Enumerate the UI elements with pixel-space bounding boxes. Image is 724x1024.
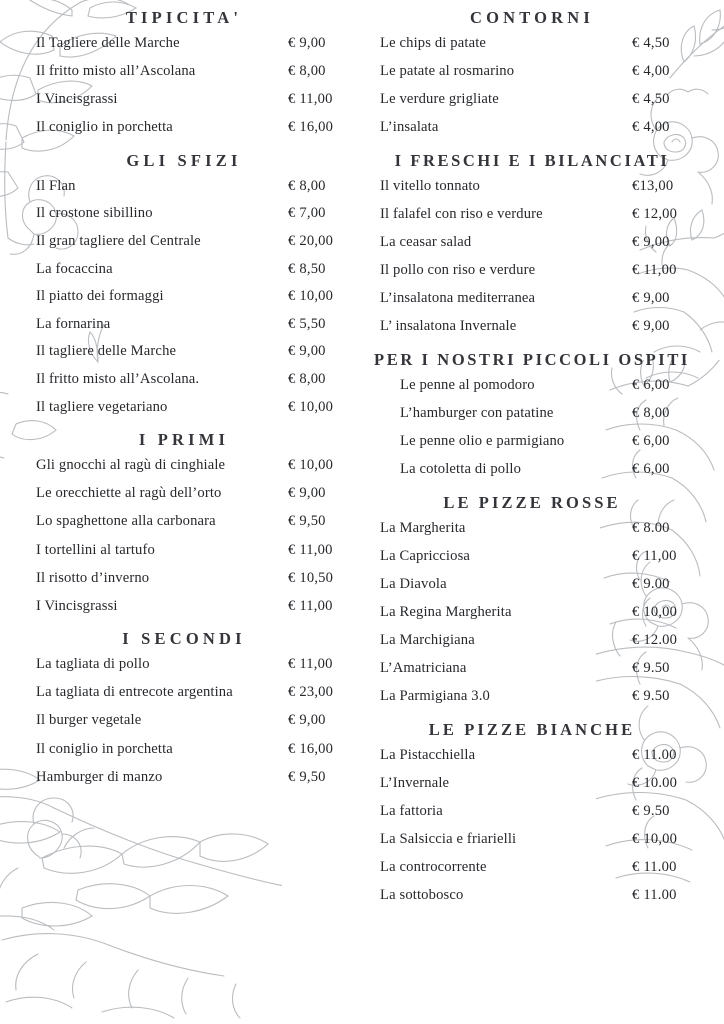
menu-item-name: La fattoria <box>380 803 443 820</box>
menu-item-name: La Diavola <box>380 576 447 592</box>
menu-item-price: € 4,50 <box>632 91 670 108</box>
menu-item-name: Il gran tagliere del Centrale <box>36 233 201 250</box>
menu-item-row[interactable] <box>22 234 346 249</box>
menu-item-name: La tagliata di pollo <box>36 656 150 673</box>
menu-item-price: € 4,50 <box>632 35 670 51</box>
menu-item-row[interactable] <box>22 206 346 221</box>
menu-item-row[interactable] <box>22 317 346 332</box>
menu-item-price: € 10,00 <box>632 831 678 848</box>
menu-item-price: € 8.00 <box>632 519 670 536</box>
menu-item-price: € 4,00 <box>632 63 670 80</box>
section-title-tipicita: TIPICITA' <box>125 8 243 27</box>
menu-item-name: Le penne olio e parmigiano <box>400 433 565 450</box>
menu-item-name: I Vincisgrassi <box>36 597 118 614</box>
menu-list-tipicita <box>22 36 346 135</box>
menu-item-name: Il Tagliere delle Marche <box>36 35 180 51</box>
menu-item-row[interactable] <box>22 400 346 415</box>
menu-item-row[interactable] <box>374 64 690 79</box>
menu-item-name: Il risotto d’inverno <box>36 569 150 586</box>
menu-list-i-freschi <box>374 179 690 334</box>
menu-item-price: € 16,00 <box>288 740 334 757</box>
menu-list-piccoli-ospiti <box>374 378 690 477</box>
menu-item-name: Il pollo con riso e verdure <box>380 262 536 279</box>
menu-item-row[interactable] <box>374 661 690 676</box>
menu-item-row[interactable] <box>374 319 690 334</box>
menu-item-price: € 10,00 <box>632 604 678 621</box>
menu-item-row[interactable] <box>374 605 690 620</box>
menu-item-row[interactable] <box>22 179 346 194</box>
section-title-i-primi: I PRIMI <box>138 430 230 450</box>
menu-list-gli-sfizi <box>22 179 346 414</box>
section-title-contorni: CONTORNI <box>469 8 595 27</box>
menu-item-row[interactable] <box>374 689 690 704</box>
menu-item-price: € 8,00 <box>288 177 326 194</box>
menu-section-i-freschi-e-i-bilanciati <box>374 151 690 334</box>
menu-item-price: € 10,00 <box>288 457 334 474</box>
menu-item-row[interactable] <box>374 434 690 449</box>
menu-item-price: € 11,00 <box>632 262 677 279</box>
menu-item-name: Il tagliere vegetariano <box>36 398 168 415</box>
menu-section-i-secondi <box>22 629 346 784</box>
section-title-i-freschi-e-i-bilanciati: I FRESCHI E I BILANCIATI <box>394 150 670 170</box>
menu-item-name: Il falafel con riso e verdure <box>380 205 543 222</box>
menu-item-row[interactable] <box>374 521 690 536</box>
menu-item-row[interactable] <box>22 64 346 79</box>
menu-item-row[interactable] <box>22 543 346 558</box>
menu-section-le-pizze-bianche <box>374 720 690 903</box>
menu-item-row[interactable] <box>374 888 690 903</box>
menu-item-name: Il Flan <box>36 177 76 194</box>
menu-item-row[interactable] <box>22 742 346 757</box>
menu-item-name: La controcorrente <box>380 859 487 876</box>
menu-item-row[interactable] <box>22 514 346 529</box>
menu-item-name: Il crostone sibillino <box>36 205 153 222</box>
menu-item-row[interactable] <box>22 657 346 672</box>
menu-item-row[interactable] <box>374 207 690 222</box>
menu-item-row[interactable] <box>22 486 346 501</box>
menu-item-name: Le orecchiette al ragù dell’orto <box>36 485 222 502</box>
menu-item-row[interactable] <box>374 179 690 194</box>
menu-item-row[interactable] <box>374 633 690 648</box>
menu-item-name: Le penne al pomodoro <box>400 376 535 393</box>
menu-item-name: Gli gnocchi al ragù di cinghiale <box>36 457 226 474</box>
menu-item-price: € 8,00 <box>288 63 326 80</box>
menu-section-per-i-nostri-piccoli-ospiti <box>374 350 690 477</box>
menu-item-price: € 11,00 <box>288 597 333 614</box>
menu-item-name: L’Invernale <box>380 775 450 792</box>
menu-item-row[interactable] <box>374 291 690 306</box>
menu-item-price: € 10,50 <box>288 569 334 586</box>
menu-item-name: La Regina Margherita <box>380 604 512 621</box>
menu-section-le-pizze-rosse <box>374 493 690 704</box>
menu-item-name: La Salsiccia e friarielli <box>380 831 517 848</box>
menu-item-name: Lo spaghettone alla carbonara <box>36 513 216 530</box>
menu-item-row[interactable] <box>374 549 690 564</box>
menu-item-name: Il piatto dei formaggi <box>36 288 164 305</box>
menu-item-price: €13,00 <box>632 177 674 194</box>
menu-item-name: I tortellini al tartufo <box>36 541 155 558</box>
menu-item-row[interactable] <box>22 92 346 107</box>
menu-item-name: Le patate al rosmarino <box>380 63 515 80</box>
menu-item-row[interactable] <box>374 36 690 51</box>
menu-item-price: € 9,50 <box>288 768 326 785</box>
menu-item-row[interactable] <box>374 860 690 875</box>
menu-item-price: € 9,00 <box>632 318 670 335</box>
menu-item-row[interactable] <box>22 262 346 277</box>
menu-item-name: Il vitello tonnato <box>380 177 480 194</box>
menu-item-price: € 9,00 <box>288 712 326 729</box>
menu-item-price: € 11,00 <box>632 547 677 564</box>
menu-item-name: La Capricciosa <box>380 547 471 564</box>
menu-item-name: La Pistacchiella <box>380 746 476 763</box>
menu-item-name: La sottobosco <box>380 887 464 904</box>
menu-item-row[interactable] <box>22 120 346 135</box>
menu-item-name: Le verdure grigliate <box>380 91 499 108</box>
menu-item-name: La cotoletta di pollo <box>400 461 522 478</box>
menu-item-name: Il coniglio in porchetta <box>36 119 173 136</box>
menu-item-price: € 11,00 <box>288 91 333 108</box>
menu-item-row[interactable] <box>22 571 346 586</box>
menu-item-price: € 11.00 <box>632 859 677 876</box>
menu-item-row[interactable] <box>374 776 690 791</box>
menu-item-name: L’insalata <box>380 119 439 136</box>
menu-item-price: € 9.50 <box>632 688 670 705</box>
menu-item-row[interactable] <box>22 713 346 728</box>
menu-item-price: € 8,00 <box>288 371 326 388</box>
section-title-le-pizze-rosse: LE PIZZE ROSSE <box>443 492 621 512</box>
menu-item-price: € 9,00 <box>288 35 326 51</box>
menu-item-row[interactable] <box>22 36 346 51</box>
menu-item-row[interactable] <box>374 748 690 763</box>
menu-item-price: € 10,00 <box>288 288 334 305</box>
menu-item-name: Il coniglio in porchetta <box>36 740 173 757</box>
menu-item-row[interactable] <box>22 289 346 304</box>
menu-item-name: Il fritto misto all’Ascolana. <box>36 371 200 388</box>
menu-item-price: € 11.00 <box>632 887 677 904</box>
menu-item-price: € 6,00 <box>632 461 670 478</box>
menu-item-row[interactable] <box>374 577 690 592</box>
menu-section-contorni <box>374 8 690 135</box>
menu-item-name: La focaccina <box>36 260 113 277</box>
menu-item-price: € 11,00 <box>288 541 333 558</box>
menu-item-price: € 11.00 <box>632 746 677 763</box>
menu-item-price: € 11,00 <box>288 656 333 673</box>
menu-item-price: € 16,00 <box>288 119 334 136</box>
menu-item-name: Il tagliere delle Marche <box>36 343 177 360</box>
menu-item-name: I Vincisgrassi <box>36 91 118 108</box>
menu-list-le-pizze-bianche <box>374 748 690 903</box>
menu-item-price: € 12,00 <box>632 205 678 222</box>
menu-item-price: € 9.50 <box>632 660 670 677</box>
menu-item-row[interactable] <box>374 92 690 107</box>
menu-item-row[interactable] <box>374 120 690 135</box>
section-title-per-i-nostri-piccoli-ospiti: PER I NOSTRI PICCOLI OSPITI <box>374 349 690 369</box>
menu-item-row[interactable] <box>374 235 690 250</box>
menu-item-price: € 4,00 <box>632 119 670 136</box>
menu-item-price: € 12.00 <box>632 632 678 649</box>
menu-item-name: L’ insalatona Invernale <box>380 318 517 335</box>
menu-item-price: € 9,00 <box>632 290 670 307</box>
menu-item-name: La tagliata di entrecote argentina <box>36 684 233 701</box>
menu-list-le-pizze-rosse <box>374 521 690 704</box>
menu-item-price: € 5,50 <box>288 315 326 332</box>
menu-item-name: Il burger vegetale <box>36 712 142 729</box>
menu-column-right <box>362 0 724 1024</box>
section-title-i-secondi: I SECONDI <box>122 629 246 649</box>
menu-item-name: Hamburger di manzo <box>36 768 163 785</box>
menu-item-name: La fornarina <box>36 315 111 332</box>
menu-item-row[interactable] <box>374 804 690 819</box>
menu-item-row[interactable] <box>22 770 346 785</box>
menu-item-row[interactable] <box>374 832 690 847</box>
menu-item-name: L’hamburger con patatine <box>400 405 554 422</box>
menu-item-row[interactable] <box>22 685 346 700</box>
menu-section-tipicita <box>22 8 346 135</box>
menu-item-name: La Parmigiana 3.0 <box>380 688 490 705</box>
menu-item-row[interactable] <box>22 372 346 387</box>
menu-item-name: Il fritto misto all’Ascolana <box>36 63 196 80</box>
menu-item-price: € 6,00 <box>632 376 670 393</box>
menu-list-i-primi <box>22 458 346 613</box>
menu-item-row[interactable] <box>22 599 346 614</box>
menu-item-name: La ceasar salad <box>380 234 472 251</box>
menu-list-contorni <box>374 36 690 135</box>
menu-item-row[interactable] <box>374 378 690 393</box>
section-title-le-pizze-bianche: LE PIZZE BIANCHE <box>428 719 636 739</box>
menu-item-price: € 23,00 <box>288 684 334 701</box>
menu-item-price: € 9.00 <box>632 576 670 592</box>
menu-item-row[interactable] <box>22 344 346 359</box>
menu-section-gli-sfizi <box>22 151 346 414</box>
menu-item-price: € 8,00 <box>632 405 670 422</box>
menu-item-row[interactable] <box>374 263 690 278</box>
menu-item-price: € 7,00 <box>288 205 326 222</box>
menu-item-name: Le chips di patate <box>380 35 487 51</box>
menu-item-price: € 20,00 <box>288 233 334 250</box>
menu-item-price: € 9,00 <box>288 343 326 360</box>
menu-item-price: € 10.00 <box>632 775 678 792</box>
menu-item-price: € 9,00 <box>288 485 326 502</box>
menu-item-name: L’Amatriciana <box>380 660 467 677</box>
menu-item-row[interactable] <box>374 462 690 477</box>
menu-item-price: € 10,00 <box>288 398 334 415</box>
menu-list-i-secondi <box>22 657 346 784</box>
menu-item-price: € 9.50 <box>632 803 670 820</box>
menu-item-price: € 9,00 <box>632 234 670 251</box>
menu-item-row[interactable] <box>374 406 690 421</box>
menu-section-i-primi <box>22 430 346 613</box>
menu-item-price: € 8,50 <box>288 260 326 277</box>
menu-item-price: € 9,50 <box>288 513 326 530</box>
menu-item-price: € 6,00 <box>632 433 670 450</box>
menu-item-name: L’insalatona mediterranea <box>380 290 536 307</box>
menu-item-row[interactable] <box>22 458 346 473</box>
menu-item-name: La Marchigiana <box>380 632 475 649</box>
menu-item-name: La Margherita <box>380 519 466 536</box>
section-title-gli-sfizi: GLI SFIZI <box>126 150 242 170</box>
